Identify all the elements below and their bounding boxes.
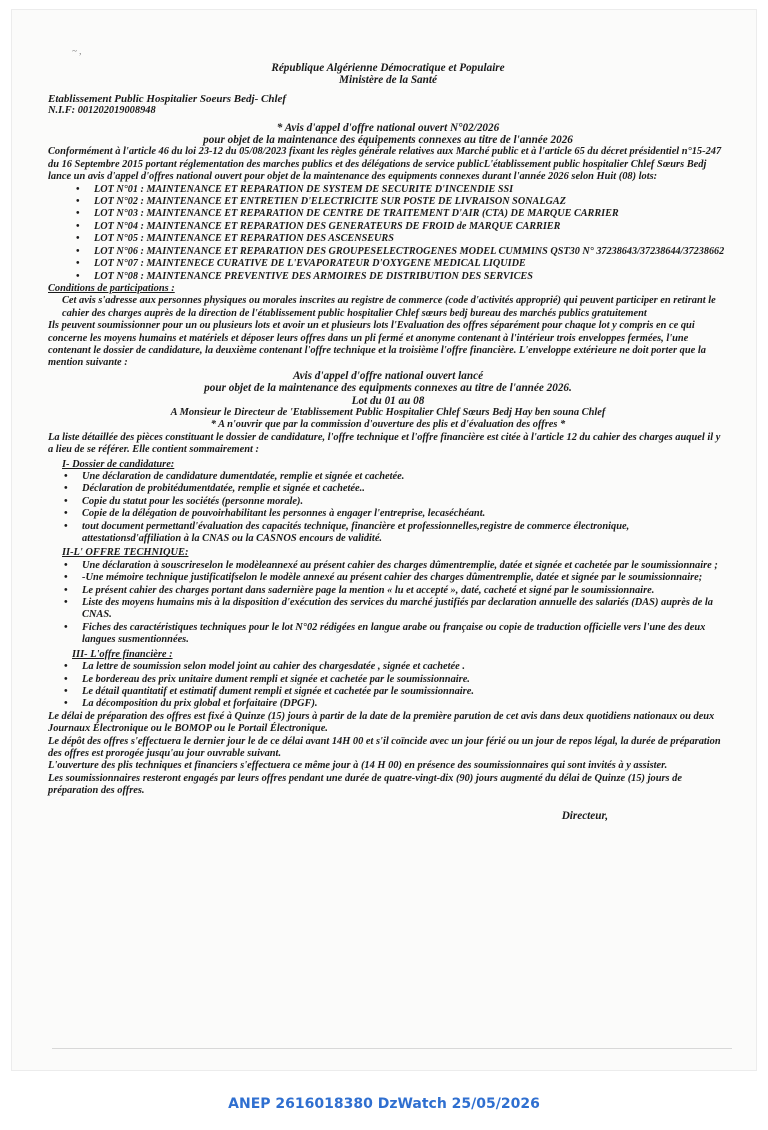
technique-heading: II-L' OFFRE TECHNIQUE: — [62, 547, 189, 559]
conditions-text: Cet avis s'adresse aux personnes physiques ou morales inscrites au registre de commerce (code d'activités approprié) qui peuvent participer en retirant le cahier des charges auprès de la direction de l'établissement public hospitalier Chlef sœurs bedj bureau des marchés publics gratuitement — [62, 295, 716, 319]
lot-item: • LOT N°04 : MAINTENANCE ET REPARATION DES GENERATEURS DE FROID de MARQUE CARRIER — [48, 221, 728, 233]
technique-item: • Le présent cahier des charges portant dans sadernière page la mention « lu et accepté », daté, cacheté et signé par le soumissionnaire. — [48, 585, 728, 597]
lot-item: • LOT N°02 : MAINTENANCE ET ENTRETIEN D'ELECTRICITE SUR POSTE DE LIVRAISON SONALGAZ — [48, 196, 728, 208]
lot-item: • LOT N°08 : MAINTENANCE PREVENTIVE DES ARMOIRES DE DISTRIBUTION DES SERVICES — [48, 271, 728, 283]
lot-item: • LOT N°06 : MAINTENANCE ET REPARATION DES GROUPESELECTROGENES MODEL CUMMINS QST30 N° 37238643/37238644/37238662 — [48, 246, 728, 258]
closing-paragraph: Le délai de préparation des offres est fixé à Quinze (15) jours à partir de la date de la première parution de cet avis dans deux quotidiens nationaux ou deux Journaux Électronique ou le BOMOP ou le Portail Électronique. — [48, 710, 715, 735]
technique-item: • -Une mémoire technique justificatifselon le modèle annexé au présent cahier des charges dûmentremplie, datée et signée par le soumissionnaire; — [48, 572, 728, 584]
envelope-lots: Lot du 01 au 08 — [351, 394, 425, 407]
envelope-object: pour objet de la maintenance des equipments connexes au titre de l'année 2026. — [204, 382, 572, 395]
pieces-intro: La liste détaillée des pièces constituant le dossier de candidature, l'offre technique et l'offre financière est citée à l'article 12 du cahier des charges auquel il y a lieu de se référer. Elle contient sommairement : — [48, 431, 721, 456]
notice-title: * Avis d'appel d'offre national ouvert N°02/2026 — [276, 121, 500, 134]
dossier-item: • tout document permettantl'évaluation des capacités technique, financière et professionnelles,registre de commerce électronique, attestationsd'affiliation à la CNAS ou la CASNOS encours de validité. — [48, 521, 728, 546]
notice-subtitle: pour objet de la maintenance des équipements connexes au titre de l'année 2026 — [203, 134, 573, 147]
nif-number: N.I.F: 001202019008948 — [48, 105, 156, 117]
lots-list — [48, 184, 728, 283]
financiere-item: • La lettre de soumission selon model joint au cahier des chargesdatée , signée et cachetée . — [48, 661, 728, 673]
lot-item: • LOT N°01 : MAINTENANCE ET REPARATION DE SYSTEM DE SECURITE D'INCENDIE SSI — [48, 184, 728, 196]
technique-item: • Une déclaration à souscrireselon le modèleannexé au présent cahier des charges dûmentremplie, datée et signée et cachetée par le soumissionnaire ; — [48, 560, 728, 572]
republic-heading: République Algérienne Démocratique et Populaire — [271, 62, 505, 74]
dossier-item: • Copie du statut pour les sociétés (personne morale). — [48, 496, 728, 508]
financiere-item: • Le bordereau des prix unitaire dument rempli et signée et cachetée par le soumissionnaire. — [48, 674, 728, 686]
closing-paragraph: L'ouverture des plis techniques et financiers s'effectuera ce même jour à (14 H 00) en présence des soumissionnaires qui sont invités à y assister. — [48, 760, 668, 772]
dossier-item: • Copie de la délégation de pouvoirhabilitant les personnes à engager l'entreprise, lecaséchéant. — [48, 508, 728, 520]
scanned-document — [12, 10, 756, 1070]
lot-item: • LOT N°03 : MAINTENANCE ET REPARATION DE CENTRE DE TRAITEMENT D'AIR (CTA) DE MARQUE CARRIER — [48, 208, 728, 220]
technique-item: • Liste des moyens humains mis à la disposition d'exécution des services du marché justifiés par declaration annuelle des salariés (DAS) auprès de la CNAS. — [48, 597, 728, 622]
intro-paragraph: Conformément à l'article 46 du loi 23-12 du 05/08/2023 fixant les règles générale relatives aux Marché public et à l'article 65 du décret présidentiel n°15-247 du 16 Septembre 2015 portant réglementation des marches publics et des délégations de service publicL'établissement public hospitalier Chlef Sœurs Bedj lance un avis d'appel d'offres national ouvert pour objet de la maintenance des equipments connexes durant l'année 2026 selon Huit (08) lots: — [48, 146, 722, 183]
dossier-list — [48, 471, 728, 545]
document-body — [48, 62, 728, 822]
financiere-heading: III- L'offre financière : — [72, 648, 173, 660]
dossier-item: • Une déclaration de candidature dumentdatée, remplie et signée et cachetée. — [48, 471, 728, 483]
financiere-item: • La décomposition du prix global et forfaitaire (DPGF). — [48, 698, 728, 710]
ministry-heading: Ministère de la Santé — [339, 74, 437, 87]
technique-list — [48, 560, 728, 647]
dossier-heading: I- Dossier de candidature: — [62, 458, 175, 470]
conditions-text-2: Ils peuvent soumissionner pour un ou plusieurs lots et avoir un et plusieurs lots l'Evaluation des offres séparément pour chaque lot y compris en ce qui concerne les moyens humains et matériels et déposer leurs offres dans un pli fermé et anonyme contenant à l'intérieur trois enveloppes fermées, l'une contenant le dossier de candidature, la deuxième contenant l'offre technique et la troisième l'offre financière. L'enveloppe extérieure ne doit porter que la mention suivante : — [48, 320, 706, 369]
lot-item: • LOT N°07 : MAINTENECE CURATIVE DE L'EVAPORATEUR D'OXYGENE MEDICAL LIQUIDE — [48, 258, 728, 270]
bottom-divider — [52, 1048, 732, 1049]
financiere-list — [48, 661, 728, 711]
financiere-item: • Le détail quantitatif et estimatif dument rempli et signée et cachetée par le soumissionnaire. — [48, 686, 728, 698]
lot-item: • LOT N°05 : MAINTENANCE ET REPARATION DES ASCENSEURS — [48, 233, 728, 245]
envelope-mention: * A n'ouvrir que par la commission d'ouverture des plis et d'évaluation des offres * — [210, 419, 566, 431]
handwritten-mark: ~ , — [72, 46, 82, 56]
closing-paragraph: Les soumissionnaires resteront engagés par leurs offres pendant une durée de quatre-vingt-dix (90) jours augmenté du délai de Quinze (15) jours de préparation des offres. — [48, 772, 682, 797]
signature-director: Directeur, — [561, 809, 608, 822]
envelope-title: Avis d'appel d'offre national ouvert lancé — [292, 369, 484, 382]
envelope-addressee: A Monsieur le Directeur de 'Etablissement Public Hospitalier Chlef Sœurs Bedj Hay ben souna Chlef — [170, 406, 606, 418]
establishment-name: Etablissement Public Hospitalier Soeurs Bedj- Chlef — [48, 92, 287, 105]
closing-paragraph: Le dépôt des offres s'effectuera le dernier jour le de ce délai avant 14H 00 et s'il coïncide avec un jour férié ou un jour de repos légal, la durée de préparation des offres est prorogée jusqu'au jour ouvrable suivant. — [48, 735, 721, 759]
technique-item: • Fiches des caractéristiques techniques pour le lot N°02 rédigées en langue arabe ou française ou copie de traduction officielle vers l'une des deux langues susmentionnées. — [48, 622, 728, 647]
publication-reference: ANEP 2616018380 DzWatch 25/05/2026 — [228, 1096, 540, 1112]
conditions-heading: Conditions de participations : — [48, 282, 175, 294]
dossier-item: • Déclaration de probitédumentdatée, remplie et signée et cachetée.. — [48, 483, 728, 495]
